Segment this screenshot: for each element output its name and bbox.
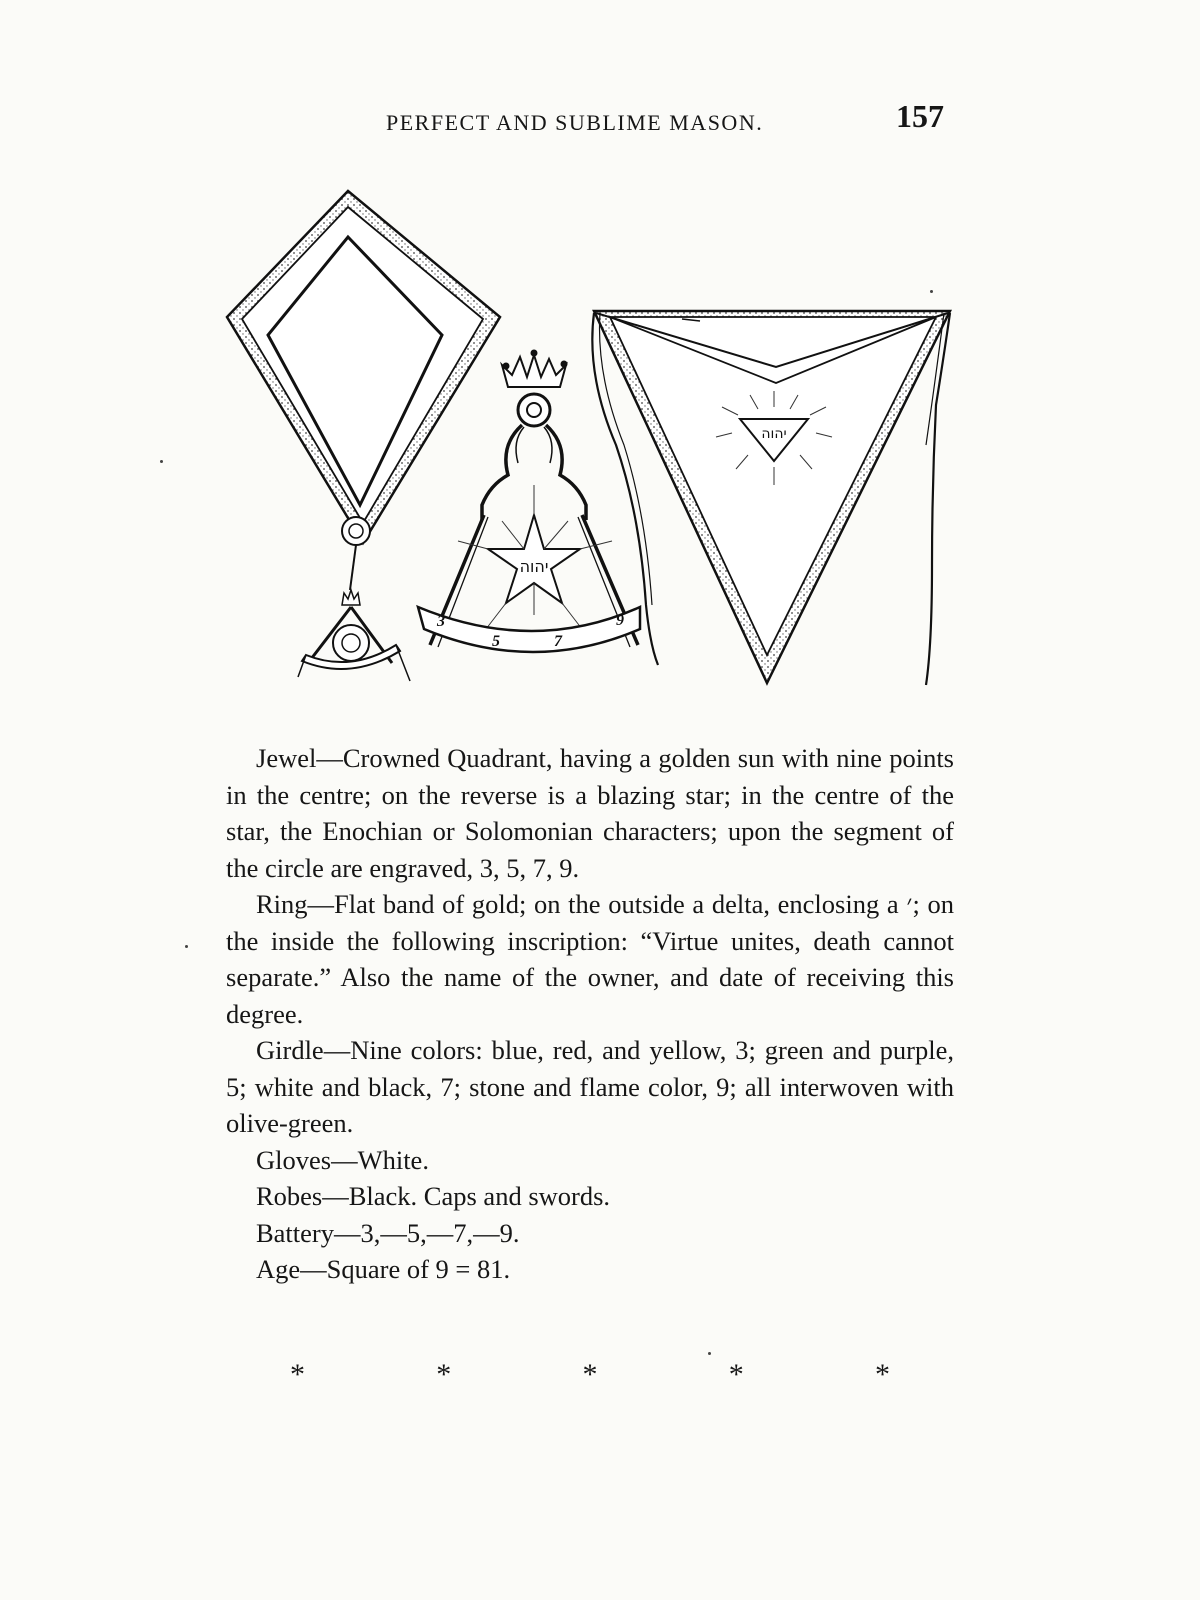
- paragraph-battery: Battery—3,—5,—7,—9.: [256, 1217, 520, 1248]
- asterisk: *: [436, 1358, 452, 1391]
- triangular-collar-illustration: [592, 311, 950, 685]
- print-speck: [160, 460, 163, 463]
- print-speck: [708, 1352, 711, 1355]
- paragraph-ring: Ring—Flat band of gold; on the outside a delta, enclosing a ׳; on the inside the following inscription: “Virtue unites, death cannot separate.” Also the name of the owner, and date of receiving this degree.: [226, 889, 954, 1029]
- arc-number: 3: [437, 613, 445, 630]
- asterisk: *: [582, 1358, 598, 1391]
- section-separator: [290, 1358, 890, 1392]
- delta-inscription: יהוה: [761, 426, 787, 442]
- asterisk: *: [290, 1358, 305, 1391]
- small-crown-icon: [342, 590, 360, 605]
- asterisk: *: [875, 1358, 890, 1391]
- illustration-plate: [220, 185, 960, 705]
- paragraph-age: Age—Square of 9 = 81.: [256, 1254, 511, 1284]
- page-header: [300, 100, 950, 140]
- paragraph-girdle: Girdle—Nine colors: blue, red, and yellow, 3; green and purple, 5; white and black, 7; stone and flame color, 9; all interwoven with olive-green.: [226, 1035, 954, 1138]
- collar-illustration: [227, 191, 500, 681]
- paragraph-gloves: Gloves—White.: [256, 1144, 429, 1175]
- arc-number: 9: [616, 612, 624, 629]
- asterisk: *: [728, 1358, 744, 1391]
- paragraph-robes: Robes—Black. Caps and swords.: [256, 1181, 611, 1211]
- running-head: PERFECT AND SUBLIME MASON.: [386, 110, 764, 135]
- print-speck: [930, 290, 933, 293]
- rosette-icon: [342, 517, 370, 545]
- small-sun-icon: [333, 625, 369, 661]
- print-speck: [185, 945, 188, 948]
- paragraph-jewel: Jewel—Crowned Quadrant, having a golden sun with nine points in the centre; on the reverse is a blazing star; in the centre of the star, the Enochian or Solomonian characters; upon the segment of the circle are engraved, 3, 5, 7, 9.: [226, 743, 954, 883]
- arc-number: 7: [554, 633, 562, 650]
- crown-icon: [502, 355, 566, 387]
- star-inscription: יהוה: [519, 557, 549, 576]
- page-number: 157: [896, 98, 944, 134]
- quadrant-pivot: [518, 394, 550, 426]
- body-text: [226, 740, 954, 1288]
- arc-number: 5: [492, 633, 500, 650]
